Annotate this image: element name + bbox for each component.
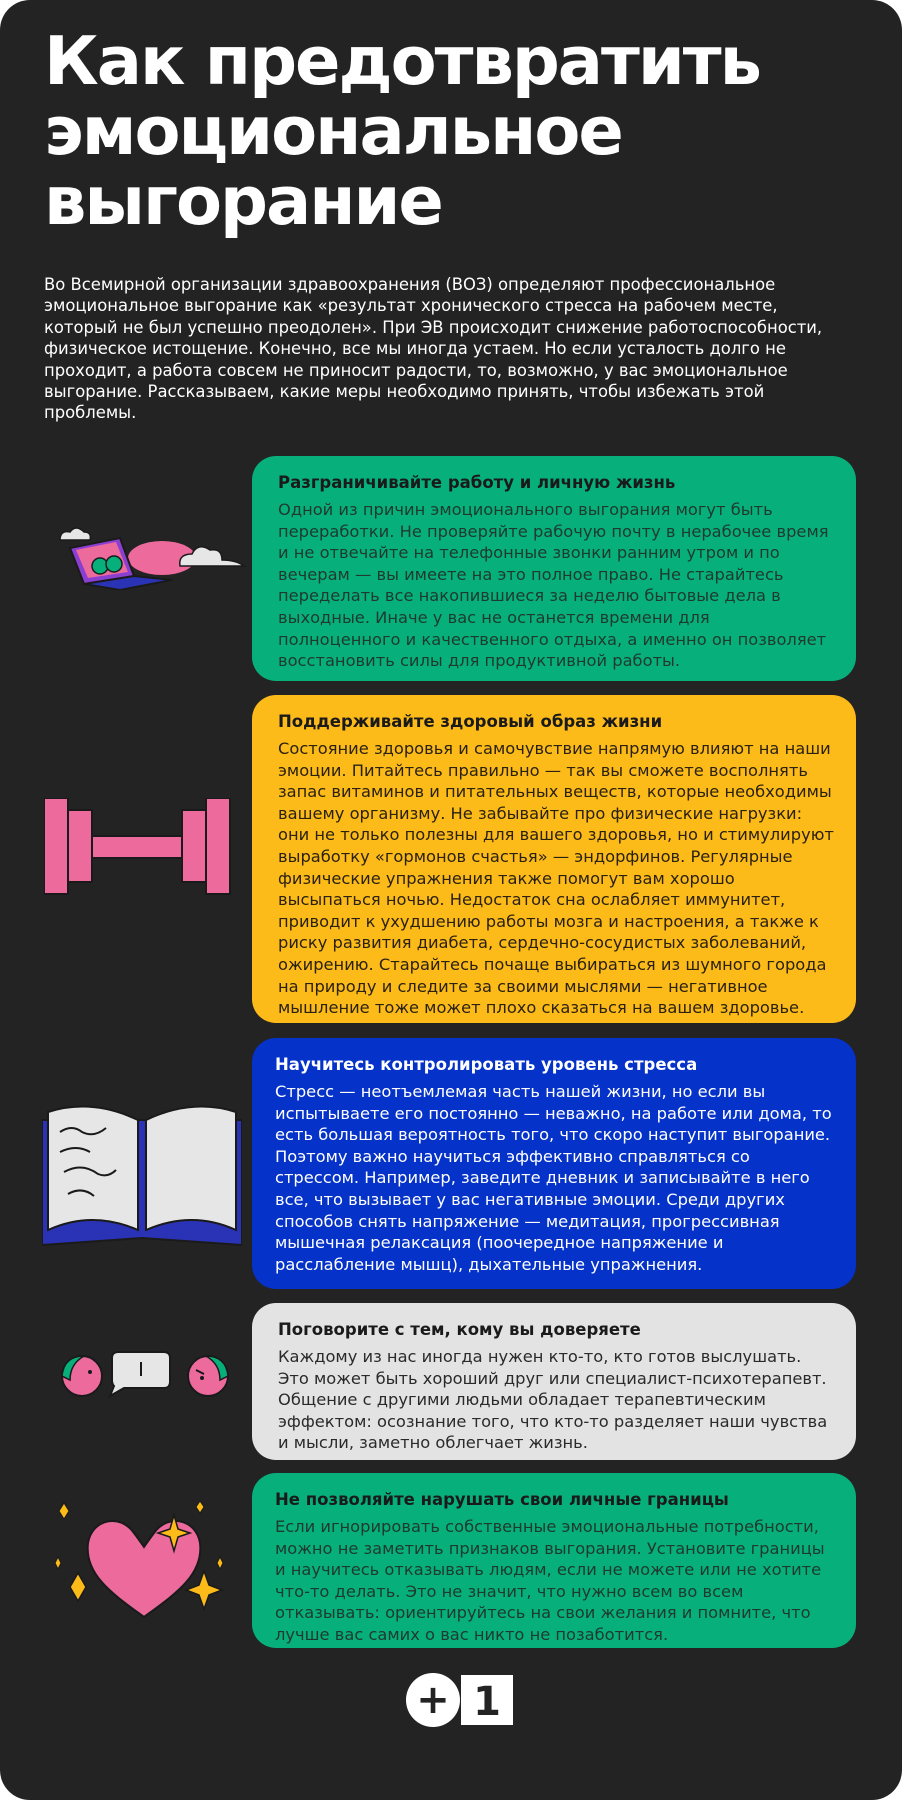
tip-card-title: Разграничивайте работу и личную жизнь bbox=[278, 473, 676, 492]
tip-card-title: Не позволяйте нарушать свои личные границы bbox=[275, 1490, 729, 1509]
laptop-clouds-icon bbox=[50, 520, 250, 590]
tip-card-trusted-talk bbox=[252, 1303, 856, 1460]
dumbbell-icon bbox=[44, 798, 234, 896]
tip-card-text: Если игнорировать собственные эмоциональные потребности, можно не заметить признаков выгорания. Установите границы и научитесь отказывать людям, если не можете или не хотите что-то делать. Это не значит, что нужно всем во всем отказывать: ориентируйтесь на свои желания и помните, что лучше вас самих о вас никто не позаботится. bbox=[275, 1517, 825, 1644]
title-line: Как предотвратить bbox=[44, 22, 760, 100]
logo-plus: + bbox=[416, 1677, 450, 1723]
tip-card-text: Каждому из нас иногда нужен кто-то, кто готов выслушать. Это может быть хороший друг или специалист-психотерапевт. Общение с другими людьми обладает терапевтическим эффектом: осознание того, что кто-то разделяет наши чувства и мысли, заметно облегчает жизнь. bbox=[278, 1347, 828, 1453]
title-line: выгорание bbox=[44, 162, 442, 240]
conversation-icon bbox=[52, 1350, 238, 1400]
tip-card-title: Поддерживайте здоровый образ жизни bbox=[278, 712, 663, 731]
tip-card-text: Состояние здоровья и самочувствие напрямую влияют на наши эмоции. Питайтесь правильно — так вы сможете восполнять запас витаминов и питательных веществ, которые необходимы вашему организму. Не забывайте про физические нагрузки: они не только полезны для вашего здоровья, но и стимулируют выработку «гормонов счастья» — эндорфинов. Регулярные физические упражнения также помогут вам хорошо высыпаться ночью. Недостаток сна ослабляет иммунитет, приводит к ухудшению работы мозга и настроения, а также к риску развития диабета, сердечно-сосудистых заболеваний, ожирению. Старайтесь почаще выбираться из шумного города на природу и следите за своими мыслями — негативное мышление тоже может плохо сказаться на вашем здоровье. bbox=[278, 739, 834, 1018]
page-title bbox=[44, 22, 864, 240]
tip-card-work-life-balance bbox=[252, 456, 856, 681]
heart-sparkles-icon bbox=[54, 1495, 234, 1625]
tip-card-personal-boundaries bbox=[252, 1473, 856, 1648]
intro-text: Во Всемирной организации здравоохранения (ВОЗ) определяют профессиональное эмоциональное выгорание как «результат хронического стресса на рабочем месте, который не был успешно преодолен». При ЭВ происходит снижение работоспособности, физическое истощение. Конечно, все мы иногда устаем. Но если усталость долго не проходит, а работа совсем не приносит радости, то, возможно, у вас эмоциональное выгорание. Рассказываем, какие меры необходимо принять, чтобы избежать этой проблемы. bbox=[44, 275, 823, 423]
open-diary-icon bbox=[42, 1090, 242, 1250]
plus-one-logo bbox=[405, 1672, 515, 1728]
tip-card-healthy-lifestyle bbox=[252, 695, 856, 1023]
tip-card-title: Поговорите с тем, кому вы доверяете bbox=[278, 1320, 641, 1339]
tip-card-stress-control bbox=[252, 1038, 856, 1289]
tip-card-text: Одной из причин эмоционального выгорания могут быть переработки. Не проверяйте рабочую почту в нерабочее время и не отвечайте на телефонные звонки ранним утром и по вечерам — вы имеете на это полное право. Не старайтесь переделать все накопившиеся за неделю бытовые дела в выходные. Иначе у вас не останется времени для полноценного и качественного отдыха, а именно он позволяет восстановить силы для продуктивной работы. bbox=[278, 500, 829, 671]
title-line: эмоциональное bbox=[44, 92, 622, 170]
tip-card-title: Научитесь контролировать уровень стресса bbox=[275, 1055, 698, 1074]
logo-one: 1 bbox=[473, 1679, 501, 1725]
tip-card-text: Стресс — неотъемлемая часть нашей жизни, но если вы испытываете его постоянно — неважно, на работе или дома, то есть большая вероятность того, что скоро наступит выгорание. Поэтому важно научиться эффективно справляться со стрессом. Например, заведите дневник и записывайте в него все, что вызывает у вас негативные эмоции. Среди других способов снять напряжение — медитация, прогрессивная мышечная релаксация (поочередное напряжение и расслабление мышц), дыхательные упражнения. bbox=[275, 1082, 832, 1274]
